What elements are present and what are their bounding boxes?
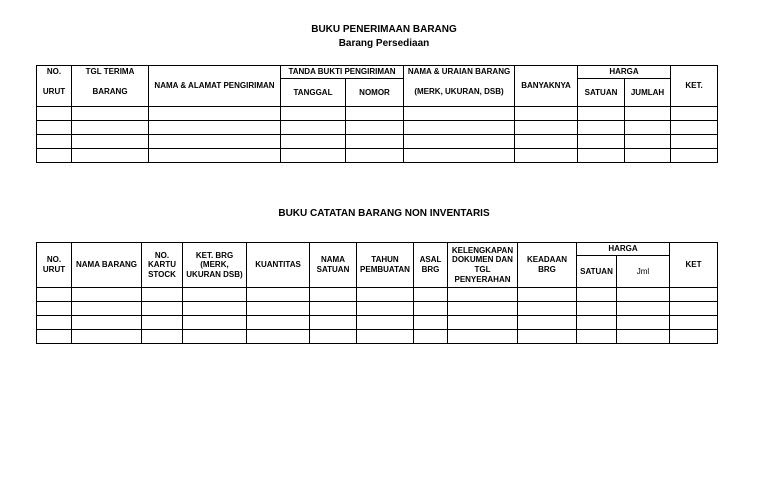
- table-non-inventaris: [36, 242, 718, 344]
- table-cell: [247, 302, 310, 316]
- table-cell: [357, 302, 414, 316]
- table-row: [37, 302, 718, 316]
- table-cell: [625, 135, 671, 149]
- table-cell: [414, 330, 448, 344]
- header-asal-brg: ASAL BRG: [414, 243, 448, 288]
- table-cell: [346, 107, 404, 121]
- table-cell: [357, 316, 414, 330]
- table-cell: [37, 302, 72, 316]
- table-row: [37, 135, 718, 149]
- table-cell: [625, 149, 671, 163]
- table-row: [37, 149, 718, 163]
- table-cell: [72, 330, 142, 344]
- table-row: [37, 121, 718, 135]
- table-cell: [281, 121, 346, 135]
- table-cell: [617, 288, 670, 302]
- table-cell: [671, 107, 718, 121]
- header-uraian-top: NAMA & URAIAN BARANG: [404, 66, 515, 79]
- header-no-urut-top: NO.: [37, 66, 72, 79]
- table-cell: [72, 302, 142, 316]
- table-row: [37, 288, 718, 302]
- table-cell: [247, 330, 310, 344]
- table-cell: [515, 107, 578, 121]
- table-cell: [142, 302, 183, 316]
- table-cell: [670, 330, 718, 344]
- header-nama-alamat: NAMA & ALAMAT PENGIRIMAN: [149, 66, 281, 107]
- table-cell: [183, 330, 247, 344]
- table-cell: [346, 149, 404, 163]
- header-nama-satuan: NAMA SATUAN: [310, 243, 357, 288]
- table-cell: [149, 121, 281, 135]
- header-harga: HARGA: [578, 66, 671, 79]
- header-tgl-terima-top: TGL TERIMA: [72, 66, 149, 79]
- table-cell: [37, 316, 72, 330]
- header-no-urut-bottom: URUT: [37, 79, 72, 107]
- table-cell: [518, 316, 577, 330]
- table-cell: [281, 135, 346, 149]
- table-cell: [578, 149, 625, 163]
- table-cell: [625, 121, 671, 135]
- page-title-non-inventaris: BUKU CATATAN BARANG NON INVENTARIS: [278, 208, 490, 219]
- header-kelengkapan: KELENGKAPAN DOKUMEN DAN TGL PENYERAHAN: [448, 243, 518, 288]
- table-cell: [671, 135, 718, 149]
- table-cell: [72, 107, 149, 121]
- table-cell: [404, 121, 515, 135]
- table-cell: [518, 288, 577, 302]
- header-no-urut: NO. URUT: [37, 243, 72, 288]
- table-cell: [37, 107, 72, 121]
- table-cell: [310, 330, 357, 344]
- header-satuan: SATUAN: [577, 256, 617, 288]
- table-cell: [518, 330, 577, 344]
- table-cell: [448, 316, 518, 330]
- table-cell: [617, 302, 670, 316]
- header-ket: KET.: [671, 66, 718, 107]
- table-cell: [281, 107, 346, 121]
- table-cell: [72, 316, 142, 330]
- table-cell: [346, 135, 404, 149]
- header-ket: KET: [670, 243, 718, 288]
- table-cell: [183, 302, 247, 316]
- header-kuantitas: KUANTITAS: [247, 243, 310, 288]
- header-no-kartu-stock: NO. KARTU STOCK: [142, 243, 183, 288]
- table-cell: [37, 149, 72, 163]
- table-cell: [515, 149, 578, 163]
- table-cell: [72, 288, 142, 302]
- table-cell: [577, 316, 617, 330]
- table-row: [37, 330, 718, 344]
- page-title-penerimaan: BUKU PENERIMAAN BARANG: [311, 24, 457, 35]
- table-cell: [414, 302, 448, 316]
- table-cell: [578, 121, 625, 135]
- header-satuan: SATUAN: [578, 79, 625, 107]
- table-cell: [404, 135, 515, 149]
- table-cell: [142, 288, 183, 302]
- table-cell: [671, 149, 718, 163]
- header-tanda-bukti: TANDA BUKTI PENGIRIMAN: [281, 66, 404, 79]
- table-cell: [448, 330, 518, 344]
- header-tgl-terima-bottom: BARANG: [72, 79, 149, 107]
- header-ket-brg: KET. BRG (MERK, UKURAN DSB): [183, 243, 247, 288]
- table-cell: [37, 121, 72, 135]
- table-cell: [142, 316, 183, 330]
- table-cell: [310, 302, 357, 316]
- table-cell: [617, 316, 670, 330]
- header-nomor: NOMOR: [346, 79, 404, 107]
- table-cell: [414, 288, 448, 302]
- header-keadaan-brg: KEADAAN BRG: [518, 243, 577, 288]
- header-tahun-pembuatan: TAHUN PEMBUATAN: [357, 243, 414, 288]
- page-subtitle-persediaan: Barang Persediaan: [338, 38, 430, 49]
- table-cell: [281, 149, 346, 163]
- table-cell: [518, 302, 577, 316]
- table-row: [37, 316, 718, 330]
- header-tanggal: TANGGAL: [281, 79, 346, 107]
- table-cell: [37, 288, 72, 302]
- table-cell: [578, 135, 625, 149]
- table-cell: [448, 288, 518, 302]
- table-cell: [183, 316, 247, 330]
- table-cell: [448, 302, 518, 316]
- table-cell: [577, 288, 617, 302]
- table-cell: [72, 149, 149, 163]
- table-cell: [670, 288, 718, 302]
- header-banyaknya: BANYAKNYA: [515, 66, 578, 107]
- table-cell: [577, 302, 617, 316]
- table-cell: [357, 330, 414, 344]
- table-cell: [149, 149, 281, 163]
- table-cell: [357, 288, 414, 302]
- table-cell: [671, 121, 718, 135]
- table-cell: [310, 288, 357, 302]
- table-cell: [142, 330, 183, 344]
- table-cell: [404, 107, 515, 121]
- header-harga: HARGA: [577, 243, 670, 256]
- table-cell: [310, 316, 357, 330]
- table-cell: [183, 288, 247, 302]
- table-cell: [346, 121, 404, 135]
- table-cell: [37, 330, 72, 344]
- table-cell: [625, 107, 671, 121]
- table-cell: [670, 316, 718, 330]
- table-row: [37, 107, 718, 121]
- table-penerimaan-barang: [36, 65, 718, 163]
- header-jml: Jml: [617, 256, 670, 288]
- table-cell: [578, 107, 625, 121]
- table-cell: [72, 121, 149, 135]
- header-nama-barang: NAMA BARANG: [72, 243, 142, 288]
- header-uraian-bottom: (MERK, UKURAN, DSB): [404, 79, 515, 107]
- table-cell: [414, 316, 448, 330]
- table-cell: [515, 135, 578, 149]
- table-cell: [247, 288, 310, 302]
- table-cell: [577, 330, 617, 344]
- table-cell: [617, 330, 670, 344]
- table-cell: [670, 302, 718, 316]
- table-cell: [72, 135, 149, 149]
- table-cell: [247, 316, 310, 330]
- table-cell: [149, 107, 281, 121]
- header-jumlah: JUMLAH: [625, 79, 671, 107]
- table-cell: [37, 135, 72, 149]
- table-cell: [404, 149, 515, 163]
- table-cell: [515, 121, 578, 135]
- table-cell: [149, 135, 281, 149]
